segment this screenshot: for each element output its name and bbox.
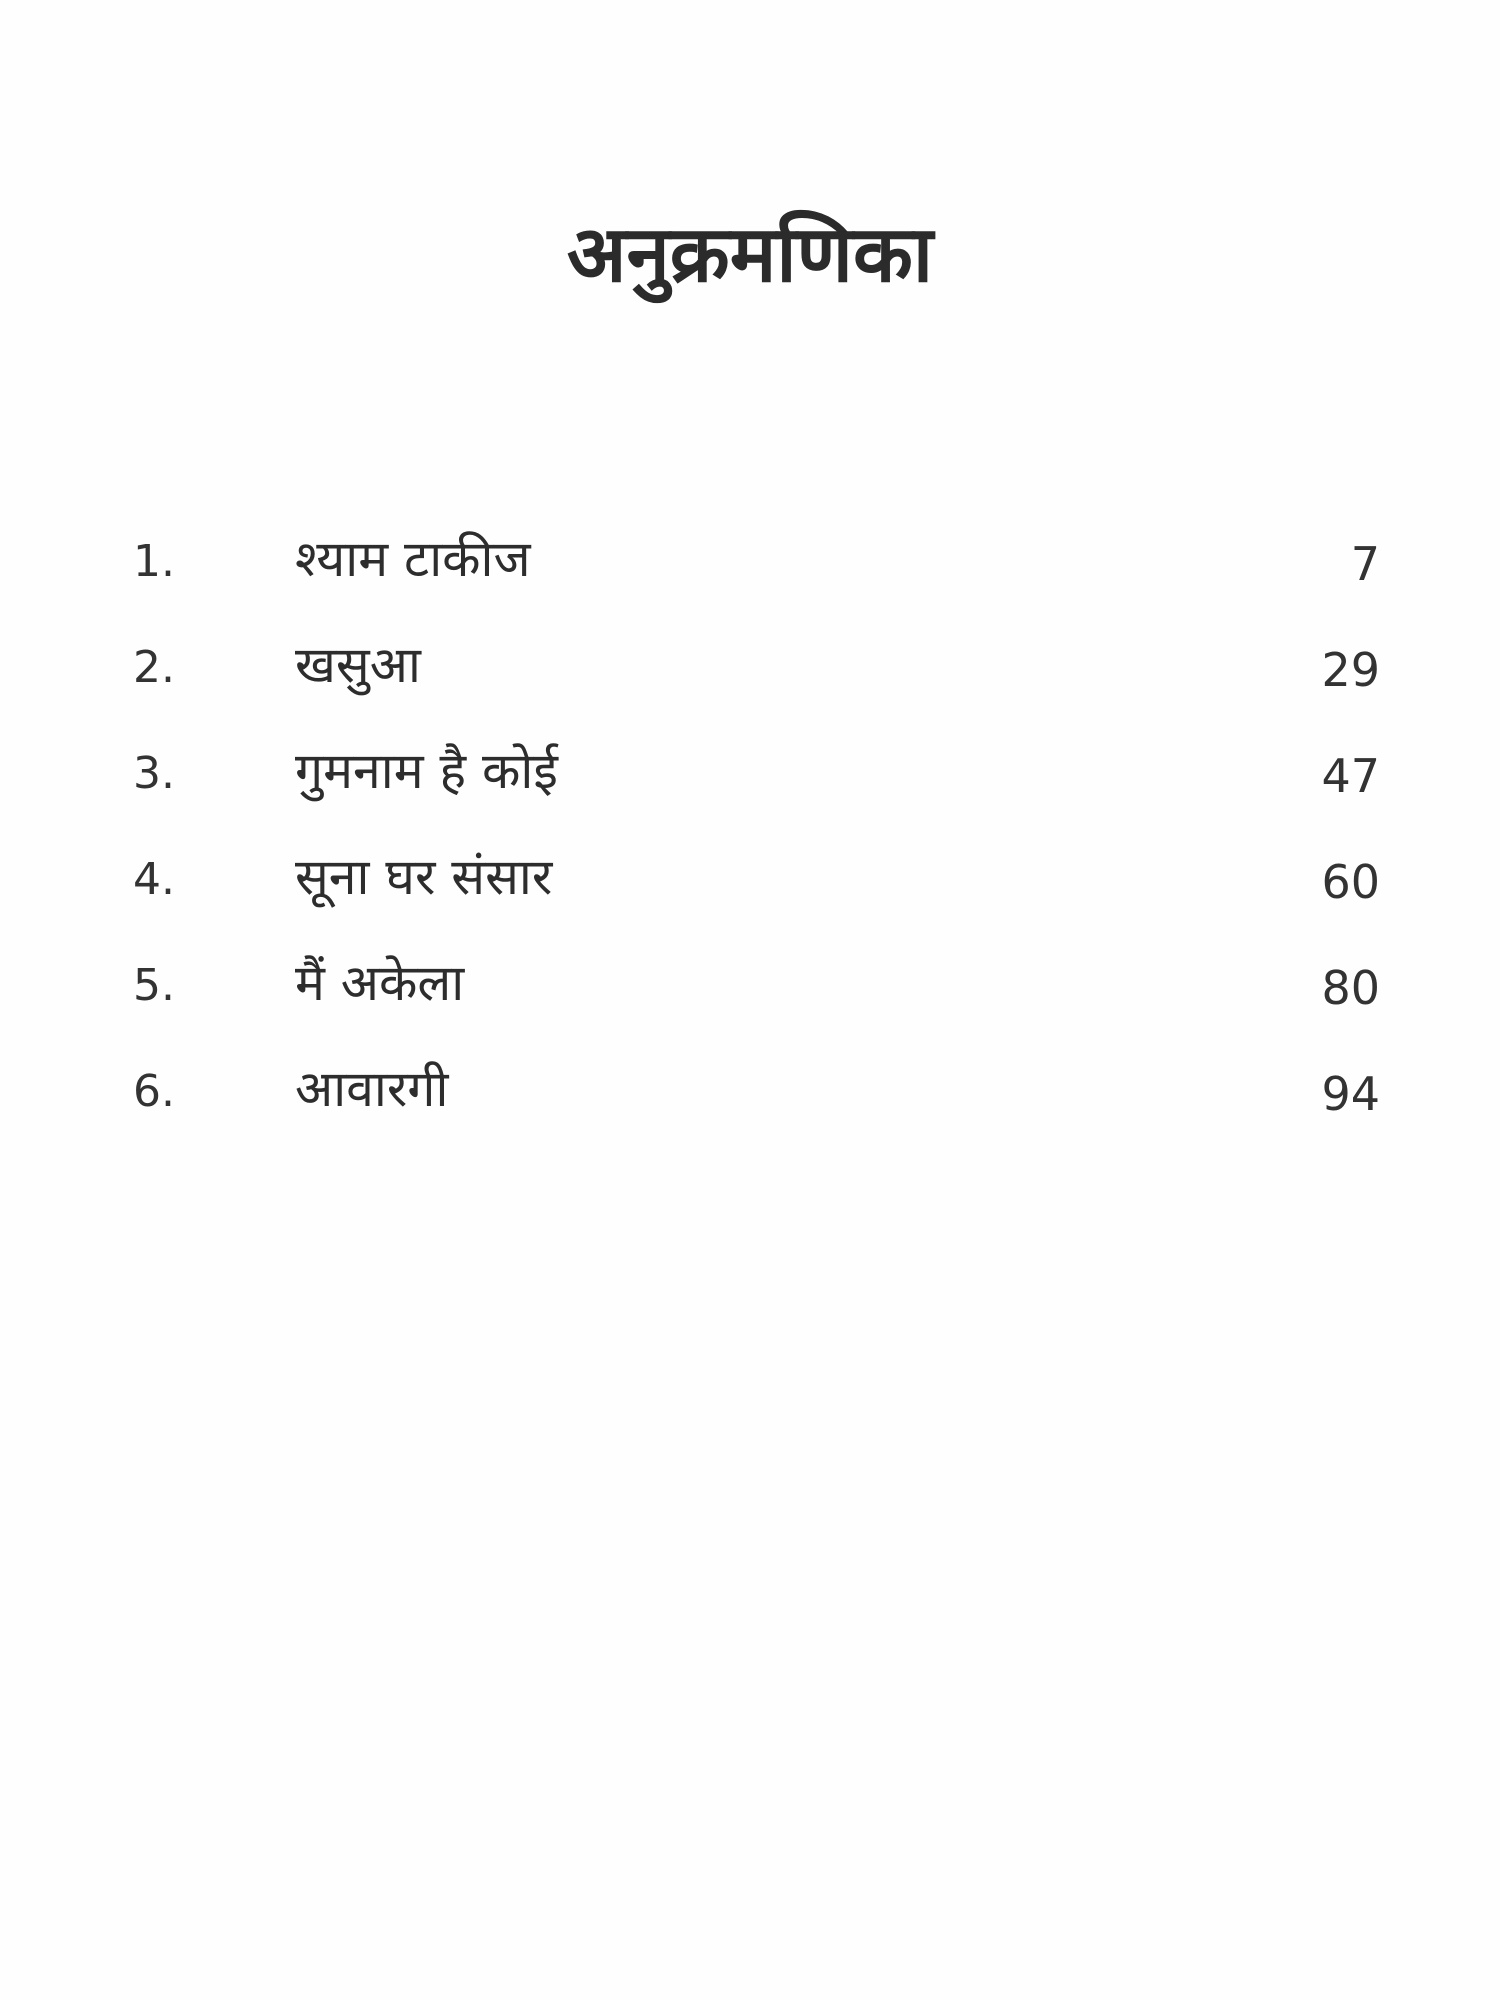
toc-entry xyxy=(0,1042,1500,1148)
toc-entry-page: 29 xyxy=(1321,643,1380,697)
toc-entry-page: 47 xyxy=(1321,749,1380,803)
toc-entry-number: 4. xyxy=(133,854,175,905)
toc-entry xyxy=(0,618,1500,724)
toc-entry xyxy=(0,830,1500,936)
toc-entry-number: 6. xyxy=(133,1066,175,1117)
toc-entry-number: 1. xyxy=(133,536,175,587)
toc-entry-title: सूना घर संसार xyxy=(295,848,553,906)
toc-entry-title: आवारगी xyxy=(295,1060,449,1118)
toc-entry-number: 2. xyxy=(133,642,175,693)
toc-entry-page: 7 xyxy=(1350,537,1380,591)
toc-entry-number: 5. xyxy=(133,960,175,1011)
toc-entry xyxy=(0,936,1500,1042)
toc-entry-title: मैं अकेला xyxy=(295,954,465,1012)
toc-entry xyxy=(0,724,1500,830)
toc-entry-page: 80 xyxy=(1321,961,1380,1015)
toc-entry-page: 60 xyxy=(1321,855,1380,909)
toc-entry-number: 3. xyxy=(133,748,175,799)
toc-entry-title: श्याम टाकीज xyxy=(295,530,531,588)
toc-entry-title: गुमनाम है कोई xyxy=(295,742,558,800)
toc-entry-page: 94 xyxy=(1321,1067,1380,1121)
table-of-contents xyxy=(0,512,1500,1148)
page-title: अनुक्रमणिका xyxy=(566,210,934,300)
toc-entry xyxy=(0,512,1500,618)
toc-entry-title: खसुआ xyxy=(295,636,421,694)
